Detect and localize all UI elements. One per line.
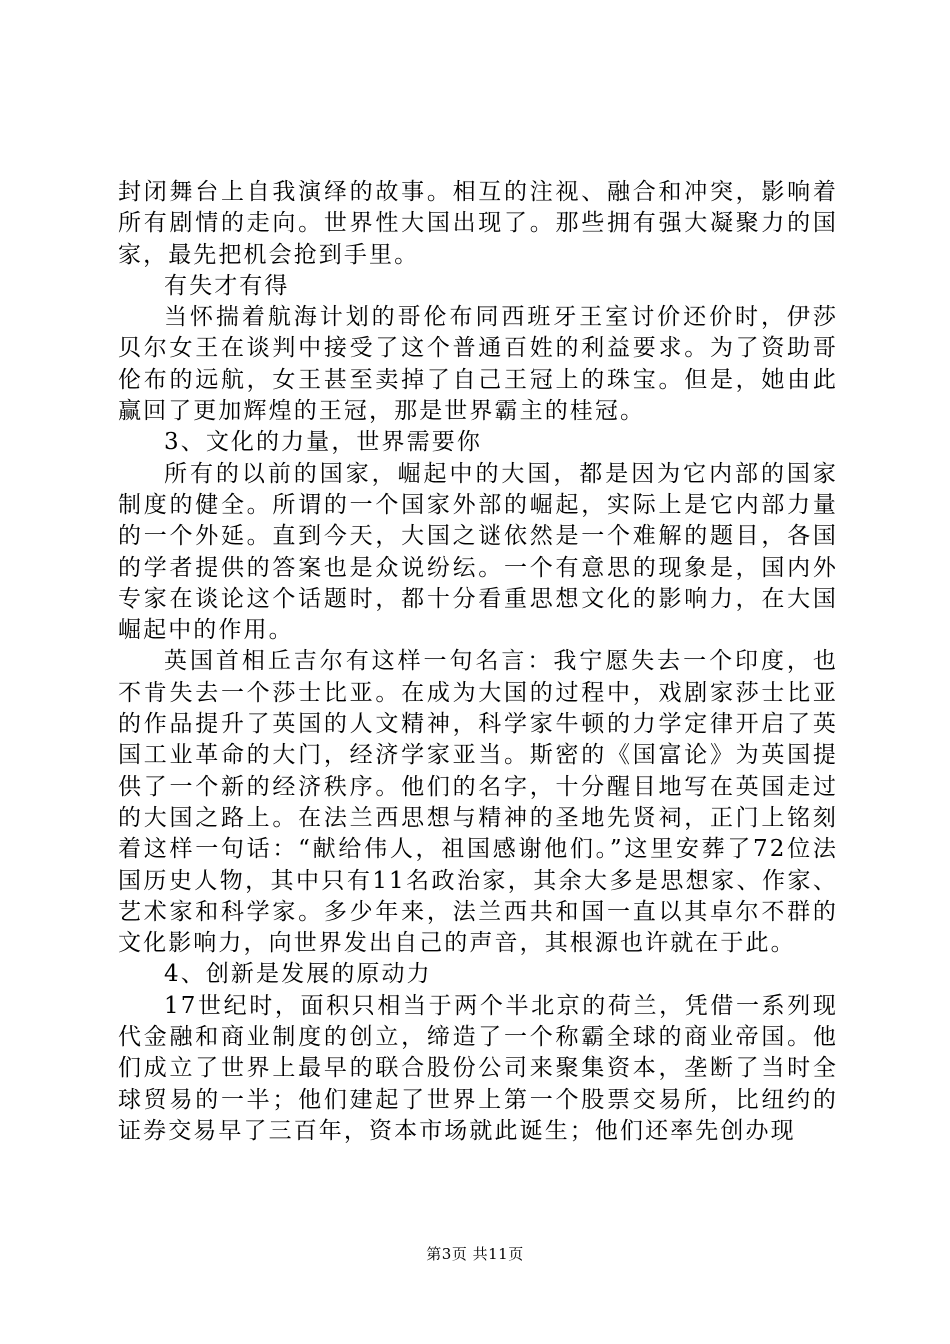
paragraph-continued: 封闭舞台上自我演绎的故事。相互的注视、融合和冲突，影响着所有剧情的走向。世界性大国出现了。那些拥有强大凝聚力的国家，最先把机会抢到手里。 [118,179,838,268]
paragraph: 英国首相丘吉尔有这样一句名言：我宁愿失去一个印度，也不肯失去一个莎士比亚。在成为大国的过程中，戏剧家莎士比亚的作品提升了英国的人文精神，科学家牛顿的力学定律开启了英国工业革命的大门，经济学家亚当。斯密的《国富论》为英国提供了一个新的经济秩序。他们的名字，十分醒目地写在英国走过的大国之路上。在法兰西思想与精神的圣地先贤祠，正门上铭刻着这样一句话：“献给伟人，祖国感谢他们。”这里安葬了72位法国历史人物，其中只有11名政治家，其余大多是思想家、作家、艺术家和科学家。多少年来，法兰西共和国一直以其卓尔不群的文化影响力，向世界发出自己的声音，其根源也许就在于此。 [118,648,838,957]
section-heading: 4、创新是发展的原动力 [164,961,432,988]
section-subheading: 有失才有得 [164,272,290,299]
page-footer: 第3页 共11页 [426,1245,524,1263]
paragraph: 当怀揣着航海计划的哥伦布同西班牙王室讨价还价时，伊莎贝尔女王在谈判中接受了这个普通百姓的利益要求。为了资助哥伦布的远航，女王甚至卖掉了自己王冠上的珠宝。但是，她由此赢回了更加辉煌的王冠，那是世界霸主的桂冠。 [118,304,838,425]
document-body [118,177,838,1147]
paragraph: 所有的以前的国家，崛起中的大国，都是因为它内部的国家制度的健全。所谓的一个国家外部的崛起，实际上是它内部力量的一个外延。直到今天，大国之谜依然是一个难解的题目，各国的学者提供的答案也是众说纷纭。一个有意思的现象是，国内外专家在谈论这个话题时，都十分看重思想文化的影响力，在大国崛起中的作用。 [118,460,838,644]
paragraph: 17世纪时，面积只相当于两个半北京的荷兰，凭借一系列现代金融和商业制度的创立，缔造了一个称霸全球的商业帝国。他们成立了世界上最早的联合股份公司来聚集资本，垄断了当时全球贸易的一半；他们建起了世界上第一个股票交易所，比纽约的证券交易早了三百年，资本市场就此诞生；他们还率先创办现 [118,992,838,1144]
section-heading: 3、文化的力量，世界需要你 [164,429,482,456]
